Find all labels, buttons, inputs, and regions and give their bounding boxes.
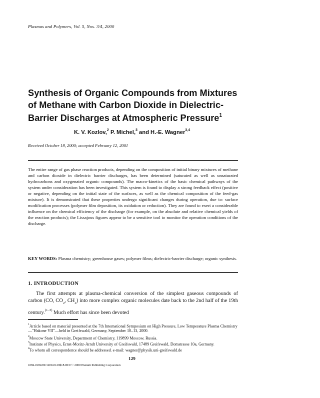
- author-name: and H.-E. Wagner: [139, 129, 186, 136]
- footnote-mark: 3: [28, 341, 30, 344]
- footnote: [28, 322, 238, 334]
- title-text: Synthesis of Organic Compounds from Mixtures of Methane with Carbon Dioxide in Dielectric-Barrier Discharges at Atmospheric Pressure: [28, 88, 238, 124]
- section-heading: 1. INTRODUCTION: [28, 281, 79, 287]
- author-affiliation-mark: 3,4: [185, 128, 191, 132]
- intro-text-3: ) into more complex organic molecules date back to the 2nd half of the 19th century.: [28, 298, 238, 317]
- keywords-label: KEY WORDS:: [28, 256, 58, 261]
- title-footnote-mark: 1: [219, 113, 223, 119]
- journal-header: Plasmas and Polymers, Vol. 5, Nos. 3/4, 2000: [28, 24, 115, 29]
- keywords: [28, 256, 238, 262]
- intro-text-1: The first attempts at plasma-chemical conversion of the simplest gaseous compounds of carbon (CO, CO: [28, 291, 238, 305]
- received-accepted-dates: Received October 18, 2000; accepted February 12, 2001: [28, 143, 129, 148]
- intro-paragraph: [28, 291, 238, 317]
- citation-superscript: (1–3): [44, 308, 53, 313]
- abstract-text: The entire range of gas phase reaction products, depending on the composition of initial binary mixtures of methane and carbon dioxide in dielectric barrier discharges, has been determined (saturated as well as unsaturated hydrocarbons and oxygenated organic compounds). The macro-kinetics of the basic chemical pathways of the system under consideration has been investigated. This system is found to display a strong feedback effect (positive or negative, depending on the initial state of the surfaces, as well as the chemical composition of the feed-gas mixture). It is demonstrated that these properties undergo significant changes during operation, due to: surface modification processes (polymer film deposition, its oxidation or reduction). They are found to exert a considerable influence on the chemical efficiency of the discharge (for example, on the absolute and relative chemical yields of the reaction products); the Lissajous figures appear to be a sensitive tool to monitor the operation conditions of the discharge.: [28, 167, 238, 226]
- intro-text-2: , CH: [64, 298, 75, 305]
- footnote-text: Article based on material presented at the 7th International Symposium on High Pressure, Low Temperature Plasma Chemistry—"Hakone VII"—held in Greifswald, Germany, September 10–13, 2000.: [28, 323, 238, 334]
- abstract-top-rule: [28, 160, 238, 161]
- footnote-text: To whom all correspondence should be addressed. e-mail: wagner@physik.uni-greifswald.de: [29, 347, 182, 353]
- author-name: K. V. Kozlov,: [73, 129, 107, 136]
- intro-subscript: 4: [74, 301, 77, 306]
- footer-line: [28, 363, 238, 367]
- footnotes: [28, 322, 238, 353]
- footnote-text: Institute of Physics, Ernst-Moritz-Arndt University of Greifswald, 17489 Greifswald, Domstrasse 10a, Germany.: [29, 341, 215, 347]
- author-affiliation-mark: 3: [135, 128, 138, 132]
- footnote-text: Moscow State University, Department of Chemistry, 119899 Moscow, Russia.: [29, 334, 158, 340]
- author-affiliation-mark: 2: [106, 128, 109, 132]
- intro-text-4: Much effort has since been devoted: [52, 310, 129, 317]
- abstract-bottom-rule: [28, 272, 238, 273]
- footnote-mark: 4: [28, 347, 30, 351]
- footnote-rule: [28, 319, 78, 320]
- footnote-mark: 2: [28, 334, 30, 338]
- article-title: [28, 88, 238, 125]
- page-number: 129: [128, 356, 136, 361]
- footnote: [28, 346, 238, 352]
- keywords-text: Plasma chemistry; greenhouse gases; polymer films; dielectric-barrier discharge; organic synthesis.: [58, 256, 238, 261]
- footnote-mark: 1: [28, 323, 30, 326]
- intro-subscript: 2: [62, 301, 65, 306]
- author-name: P. Michel,: [110, 129, 136, 136]
- footer-issn: 1084-0184/00/1200-0129$18.00/0 © 2000 Plenum Publishing Corporation: [28, 363, 121, 367]
- author-list: [0, 128, 264, 136]
